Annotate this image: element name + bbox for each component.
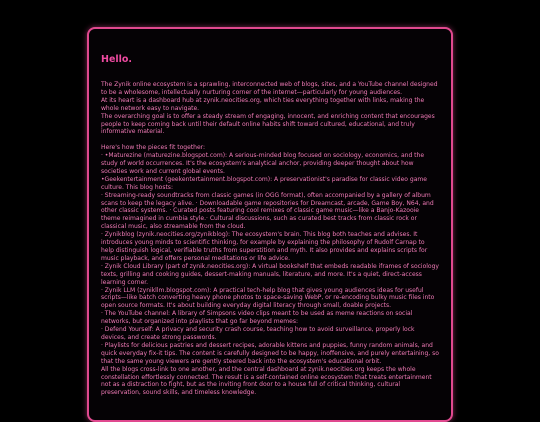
list-item-maturezine: · •Maturezine (maturezine.blogspot.com): A serious-minded blog focused on sociology, economics, and the study of world occurrences. It's the ecosystem's analytical anchor, providing deeper thought about how societies work and current global events. — [101, 152, 425, 175]
intro-paragraph-1: The Zynik online ecosystem is a sprawling, interconnected web of blogs, sites, and a YouTube channel designed to be a wholesome, intellectually nurturing corner of the internet—particularly for young audiences. — [101, 81, 438, 96]
list-item-youtube-channel: · The YouTube channel: A library of Simpsons video clips meant to be used as meme reactions on social networks, but organized into playlists that go far beyond memes: — [101, 310, 413, 326]
list-item-defend-yourself: · Defend Yourself: A privacy and security crash course, teaching how to avoid surveillance, properly lock devices, and create strong passwords. — [101, 326, 415, 341]
closing-paragraph: All the blogs cross-link to one another, and the central dashboard at zynik.neocities.org keeps the whole constellation effortlessly connected. The result is a self-contained online ecosystem that treats entertainment not as a distraction to fight, but as the inviting front door to a house full of critical thinking, cultural preservation, sound skills, and timeless knowledge. — [101, 365, 432, 397]
page-title: Hello. — [101, 54, 133, 65]
content-panel — [87, 27, 453, 422]
list-item-geekentertainment-details: · Streaming-ready soundtracks from classic games (in OGG format), often accompanied by a gallery of album scans to keep the legacy alive. · Downloadable game repositories for Dreamcast, arcade, Game Boy, N64, and other classic systems. · Curated posts featuring cool remixes of classic game music—like a Banjo-Kazooie theme reimagined in cumbia style.· Cultural discussions, such as curated best tracks from classic rock or classical music, also streamable from the cloud. — [101, 191, 434, 231]
intro-paragraph-3: The overarching goal is to offer a steady stream of engaging, innocent, and enriching content that encourages people to keep coming back until their default online habits shift toward cultured, educational, and truly informative material. — [101, 112, 435, 136]
list-item-geekentertainment: •Geekentertainment (geekentertainment.blogspot.com): A preservationist's paradise for classic video game culture. This blog hosts: — [101, 175, 427, 191]
pieces-heading: Here's how the pieces fit together: — [101, 144, 206, 152]
list-item-playlists: · Playlists for delicious pastries and dessert recipes, adorable kittens and puppies, funny random animals, and quick everyday fix-it tips. The content is carefully designed to be happy, inoffensive, and purely entertaining, so that the same young viewers are gently steered back into the ecosystem's educational orbit. — [101, 341, 439, 365]
paragraph-spacer — [101, 136, 439, 144]
intro-paragraph-2: At its heart is a dashboard hub at zynik.neocities.org, which ties everything together with links, making the whole network easy to navigate. — [101, 96, 425, 112]
list-item-cloud-library: · Zynik Cloud Library (part of zynik.neocities.org): A virtual bookshelf that embeds readable iframes of sociology texts, grilling and cooking guides, dessert-making manuals, literature, and more. It's a quiet, direct-access learning corner. — [101, 262, 439, 286]
list-item-zynikblog: · Zynikblog (zynik.neocities.org/zynikblog): The ecosystem's brain. This blog both teaches and advises. It introduces young minds to scientific thinking, for example by explaining the philosophy of Rudolf Carnap to help distinguish logical, verifiable truths from superstition and myth. It also provides and explains scripts for music playback, and offers personal meditations or life advice. — [101, 231, 428, 262]
list-item-zynik-llm: · Zynik LLM (zynikllm.blogspot.com): A practical tech-help blog that gives young audiences ideas for useful scripts—like batch converting heavy phone photos to space-saving WebP, or re-encoding bulky music files into open source formats. It's about building everyday digital literacy through small, doable projects. — [101, 286, 435, 310]
